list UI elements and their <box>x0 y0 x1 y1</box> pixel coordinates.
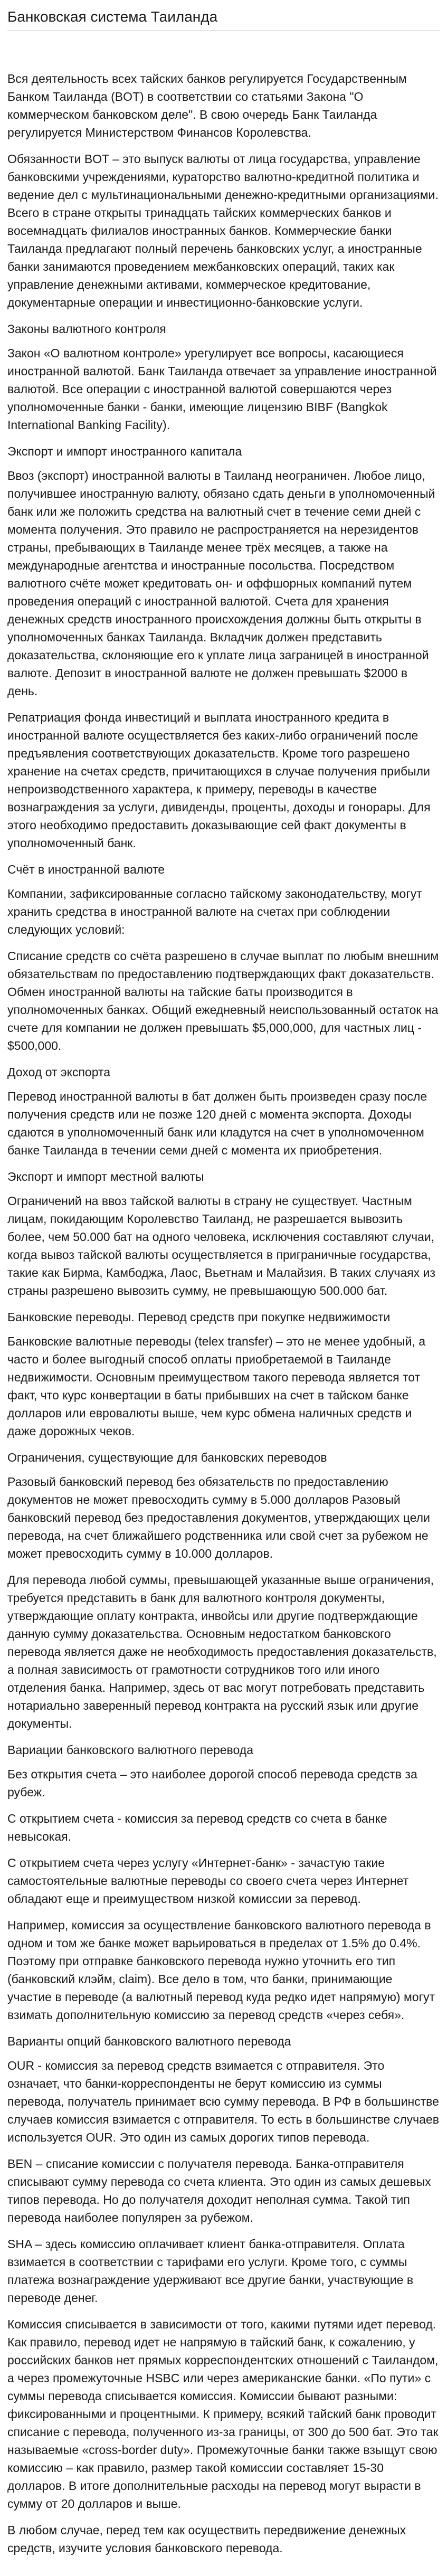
paragraph: Разовый банковский перевод без обязательств по предоставлению документов не может превосходить сумму в 5.000 долларов Разовый банковский перевод без предоставления документов, утверждающих цели перевода, на счет ближайшего родственника или свой счет за рубежом не может превосходить сумму в 10.000 долларов. <box>7 1475 430 1560</box>
paragraph: Обязанности BOT – это выпуск валюты от лица государства, управление банковскими учреждениями, кураторство валютно-кредитной политика и ведение дел с мультинациональными денежно-кредитными организациями. Всего в стране открыты тринадцать тайских коммерческих банков и восемнадцать филиалов иностранных банков. Коммерческие банки Таиланда предлагают полный перечень банковских услуг, а иностранные банки занимаются проведением межбанковских операций, таких как управление денежными активами, коммерческое кредитование, документарные операции и инвестиционно-банковские услуги. <box>7 152 439 309</box>
paragraph: Перевод иностранной валюты в бат должен быть произведен сразу после получения средств или не позже 120 дней с момента экспорта. Доходы сдаются в уполномоченный банк или кладутся на счет в уполномоченном банке Таиланда в течении семи дней с момента их приобретения. <box>7 1090 427 1157</box>
paragraph: С открытием счета - комиссия за перевод средств со счета в банке невысокая. <box>7 1812 387 1843</box>
section-heading: Экспорт и импорт местной валюты <box>7 1170 204 1183</box>
page-title: Банковская система Таиланда <box>7 7 440 31</box>
paragraph: Вся деятельность всех тайских банков регулируется Государственным Банком Таиланда (BOT) в соответствии со статьями Закона "О коммерческом банковском деле". В свою очередь Банк Таиланда регулируется Министерством Финансов Королевства. <box>7 72 407 139</box>
section-heading: Счёт в иностранной валюте <box>7 863 165 876</box>
paragraph: Закон «О валютном контроле» урегулирует все вопросы, касающиеся иностранной валютой. Банк Таиланда отвечает за управление иностранной валютой. Все операции с иностранной валютой совершаются через уполномоченные банки - банки, имеющие лицензию BIBF (Bangkok International Banking Facility). <box>7 346 437 432</box>
paragraph: Например, комиссия за осуществление банковского валютного перевода в одном и том же банке может варьироваться в пределах от 1.5% до 0.4%. Поэтому при отправке банковского перевода нужно уточнить его тип (банковский клэйм, claim). Все дело в том, что банки, принимающие участие в переводе (а валютный перевод куда редко идет напрямую) могут взимать дополнительную комиссию за перевод средств «через себя». <box>7 1918 435 2022</box>
paragraph: Списание средств со счёта разрешено в случае выплат по любым внешним обязательствам по предоставлению подтверждающих факт доказательств. Обмен иностранной валюты на тайские баты производится в уполномоченных банках. Общий ежедневный неиспользованный остаток на счете для компании не должен превышать $5,000,000, для частных лиц - $500,000. <box>7 949 439 1053</box>
section-heading: Ограничения, существующие для банковских переводов <box>7 1451 327 1464</box>
section-heading: Варианты опций банковского валютного перевода <box>7 2034 291 2048</box>
paragraph: Банковские валютные переводы (telex transfer) – это не менее удобный, а часто и более выгодный способ оплаты приобретаемой в Таиланде недвижимости. Основным преимуществом такого перевода является тот факт, что курс конвертации в баты прибывших на счет в тайском банке долларов или евровалюты выше, чем курс обмена наличных средств и даже дорожных чеков. <box>7 1334 425 1438</box>
paragraph: Без открытия счета – это наиболее дорогой способ перевода средств за рубеж. <box>7 1767 417 1799</box>
spacer <box>7 41 440 70</box>
paragraph: В любом случае, перед тем как осуществить передвижение денежных средств, изучите условия банковского перевода. <box>7 2523 406 2555</box>
section-heading: Вариации банковского валютного перевода <box>7 1743 254 1757</box>
paragraph: BEN – списание комиссии с получателя перевода. Банка-отправителя списывают сумму перевода со счета клиента. Это один из самых дешевых типов перевода. Но до получателя доходит неполная сумма. Такой тип перевода наиболее популярен за рубежом. <box>7 2157 431 2224</box>
article-body <box>7 70 440 2557</box>
section-heading: Доход от экспорта <box>7 1065 111 1079</box>
paragraph: Для перевода любой суммы, превышающей указанные выше ограничения, требуется представить в банк для валютного контроля документы, утверждающие оплату контракта, инвойсы или другие подтверждающие данную сумму доказательства. Основным недостатком банковского перевода является даже не необходимость предоставления доказательств, а полная зависимость от грамотности сотрудников того или иного отделения банка. Например, здесь от вас могут потребовать представить нотариально заверенный перевод контракта на русский язык или другие документы. <box>7 1573 437 1730</box>
paragraph: С открытием счета через услугу «Интернет-банк» - зачастую такие самостоятельные валютные переводы со своего счета через Интернет обладают еще и преимуществом низкой комиссии за перевод. <box>7 1856 409 1906</box>
paragraph: SHA – здесь комиссию оплачивает клиент банка-отправителя. Оплата взимается в соответствии с тарифами его услуги. Кроме того, с суммы платежа вознаграждение удерживают все другие банки, участвующие в переводе денег. <box>7 2237 414 2305</box>
section-heading: Банковские переводы. Перевод средств при покупке недвижимости <box>7 1310 391 1324</box>
section-heading: Законы валютного контроля <box>7 322 166 336</box>
paragraph: OUR - комиссия за перевод средств взимается с отправителя. Это означает, что банки-корреспонденты не берут комиссию из суммы перевода, получатель принимает всю сумму перевода. В РФ в большинстве случаев комиссия взимается с отправителя. То есть в большинстве случаев используется OUR. Это один из самых дорогих типов перевода. <box>7 2059 439 2144</box>
paragraph: Компании, зафиксированные согласно тайскому законодательству, могут хранить средства в иностранной валюте на счетах при соблюдении следующих условий: <box>7 887 422 936</box>
paragraph: Комиссия списывается в зависимости от того, какими путями идет перевод. Как правило, перевод идет не напрямую в тайский банк, к сожалению, у российских банков нет прямых корреспондентских отношений с Таиландом, а через промежуточные HSBC или через американские банки. «По пути» с суммы перевода списывается комиссия. Комиссии бывают разными: фиксированными и процентными. К примеру, всякий тайский банк проводит списание с перевода, полученного из-за границы, от 300 до 500 бат. Это так называемые «cross-border duty». Промежуточные банки также взыщут свою комиссию – как правило, размер такой комиссии составляет 15-30 долларов. В итоге дополнительные расходы на перевод могут вырасти в сумму от 20 долларов и выше. <box>7 2317 439 2511</box>
paragraph: Репатриация фонда инвестиций и выплата иностранного кредита в иностранной валюте осуществляется без каких-либо ограничений после предъявления соответствующих доказательств. Кроме того разрешено хранение на счетах средств, причитающихся в случае получения прибыли непроизводственного характера, к примеру, переводы в качестве вознаграждения за услуги, дивиденды, проценты, доходы и гонорары. Для этого необходимо предоставить доказывающие сей факт документы в уполномоченный банк. <box>7 711 431 850</box>
section-heading: Экспорт и импорт иностранного капитала <box>7 444 242 458</box>
paragraph: Ограничений на ввоз тайской валюты в страну не существует. Частным лицам, покидающим Королевство Таиланд, не разрешается вывозить более, чем 50.000 бат на одного человека, исключения составляют случаи, когда вывоз тайской валюты осуществляется в приграничные государства, такие как Бирма, Камбоджа, Лаос, Вьетнам и Малайзия. В таких случаях из страны разрешено вывозить сумму, не превышающую 500.000 бат. <box>7 1194 435 1298</box>
paragraph: Ввоз (экспорт) иностранной валюты в Таиланд неограничен. Любое лицо, получившее иностранную валюту, обязано сдать деньги в уполномоченный банк или же положить средства на валютный счет в течение семи дней с момента получения. Это правило не распространяется на нерезидентов страны, пребывающих в Таиланде менее трёх месяцев, а также на международные агентства и иностранные посольства. Посредством валютного счёте может кредитовать он- и оффшорных компаний путем проведения операций с иностранной валютой. Счета для хранения денежных средств иностранного происхождения должны быть открыты в уполномоченных банках Таиланда. Вкладчик должен представить доказательства, склоняющие его к уплате лица заграницей в иностранной валюте. Депозит в иностранной валюте не должен превышать $2000 в день. <box>7 469 435 698</box>
